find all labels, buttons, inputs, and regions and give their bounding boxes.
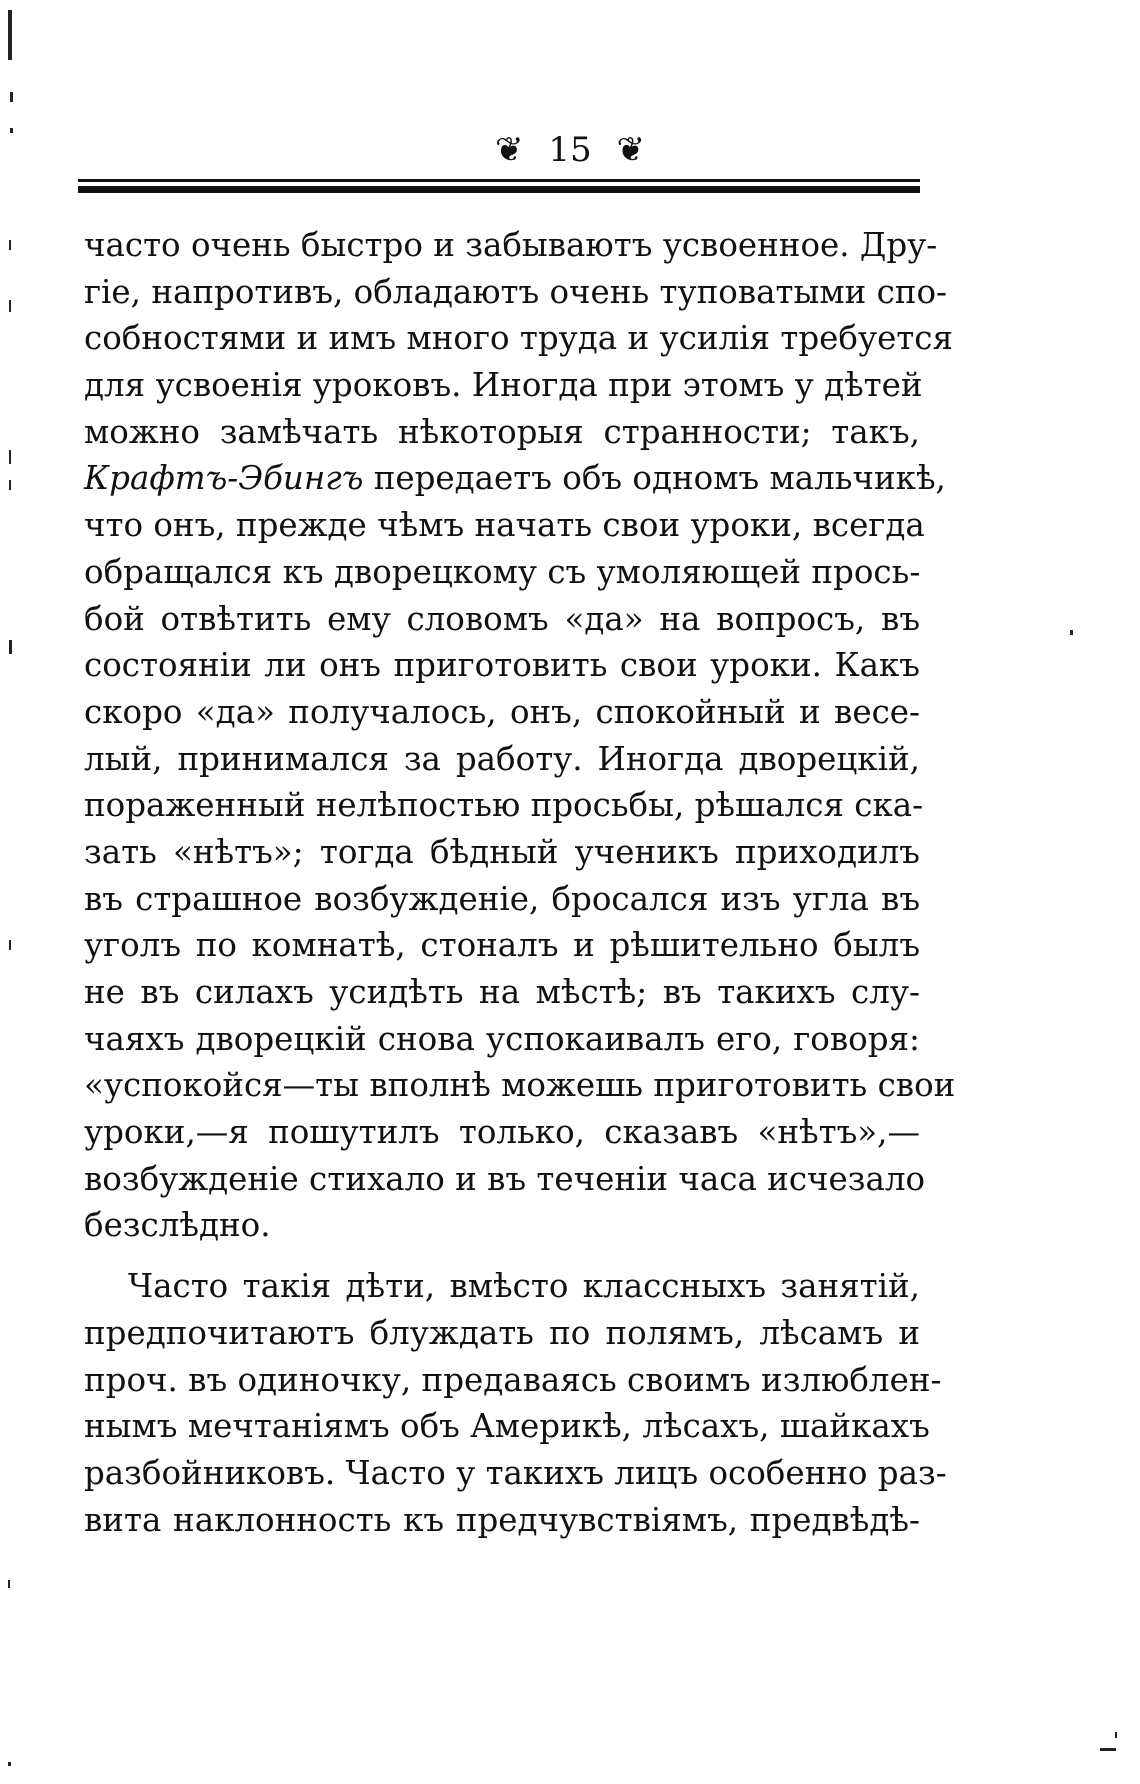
text-line: гіе, напротивъ, обладаютъ очень туповатыми спо- xyxy=(84,272,947,311)
text-line-with-name xyxy=(84,455,946,502)
scan-mark xyxy=(9,640,12,654)
text-line-rest: передаетъ объ одномъ мальчикѣ, xyxy=(373,459,946,498)
text-line: Часто такія дѣти, вмѣсто классныхъ занятій, xyxy=(128,1267,920,1306)
text-line: что онъ, прежде чѣмъ начать свои уроки, всегда xyxy=(84,506,925,545)
scan-mark xyxy=(1070,630,1073,635)
text-line: пораженный нелѣпостью просьбы, рѣшался ска- xyxy=(84,786,924,825)
page-number: 15 xyxy=(548,130,592,170)
header-rule-thick xyxy=(78,186,920,193)
scan-mark xyxy=(9,450,11,464)
scan-mark xyxy=(9,480,11,490)
text-line: разбойниковъ. Часто у такихъ лицъ особенно раз- xyxy=(84,1453,947,1492)
scan-mark xyxy=(9,240,11,250)
text-line: нымъ мечтаніямъ объ Америкѣ, лѣсахъ, шайкахъ xyxy=(84,1407,930,1446)
paragraph-1 xyxy=(84,222,956,1249)
text-line: скоро «да» получалось, онъ, спокойный и весе- xyxy=(84,692,920,731)
text-line: чаяхъ дворецкій снова успокаивалъ его, говоря: xyxy=(84,1019,920,1058)
text-line: въ страшное возбужденіе, бросался изъ угла въ xyxy=(84,879,920,918)
paragraph-2 xyxy=(84,1263,947,1543)
text-line: состояніи ли онъ приготовить свои уроки. Какъ xyxy=(84,646,920,685)
ornament-right-icon: ❦ xyxy=(616,130,645,170)
text-line: зать «нѣтъ»; тогда бѣдный ученикъ приходилъ xyxy=(84,832,920,871)
text-line: бой отвѣтить ему словомъ «да» на вопросъ, въ xyxy=(84,599,920,638)
text-line: возбужденіе стихало и въ теченіи часа исчезало xyxy=(84,1159,926,1198)
scan-mark xyxy=(8,1762,11,1766)
text-line: уроки,—я пошутилъ только, сказавъ «нѣтъ»,— xyxy=(84,1113,920,1152)
text-line: собностями и имъ много труда и усилія требуется xyxy=(84,319,953,358)
scan-mark xyxy=(9,940,11,950)
text-line: для усвоенія уроковъ. Иногда при этомъ у дѣтей xyxy=(84,366,923,405)
text-line: можно замѣчать нѣкоторыя странности; такъ, xyxy=(84,412,920,451)
scan-mark xyxy=(1100,1748,1116,1751)
text-line: «успокойся—ты вполнѣ можешь приготовить свои xyxy=(84,1066,956,1105)
scan-mark xyxy=(9,300,11,312)
text-line: не въ силахъ усидѣть на мѣстѣ; въ такихъ слу- xyxy=(84,973,920,1011)
author-name: Крафтъ-Эбингъ xyxy=(84,459,364,498)
scan-mark xyxy=(10,92,13,102)
text-line: предпочитаютъ блуждать по полямъ, лѣсамъ и xyxy=(84,1313,920,1352)
text-line: проч. въ одиночку, предаваясь своимъ излюблен- xyxy=(84,1360,942,1399)
header-rule-thin xyxy=(78,179,920,182)
scan-mark xyxy=(1115,1732,1117,1738)
scan-mark xyxy=(8,1580,10,1588)
body-text xyxy=(84,222,956,1543)
text-line: часто очень быстро и забываютъ усвоенное. Дру- xyxy=(84,226,938,264)
text-line: безслѣдно. xyxy=(84,1206,271,1245)
ornament-left-icon: ❦ xyxy=(495,130,524,170)
text-line: обращался къ дворецкому съ умоляющей прось- xyxy=(84,552,921,591)
page-header xyxy=(0,128,1140,170)
text-line: уголъ по комнатѣ, стоналъ и рѣшительно былъ xyxy=(84,926,920,965)
scan-mark xyxy=(8,10,12,60)
text-line: вита наклонность къ предчувствіямъ, предвѣдѣ- xyxy=(84,1500,920,1539)
text-line: лый, принимался за работу. Иногда дворецкій, xyxy=(84,739,920,778)
